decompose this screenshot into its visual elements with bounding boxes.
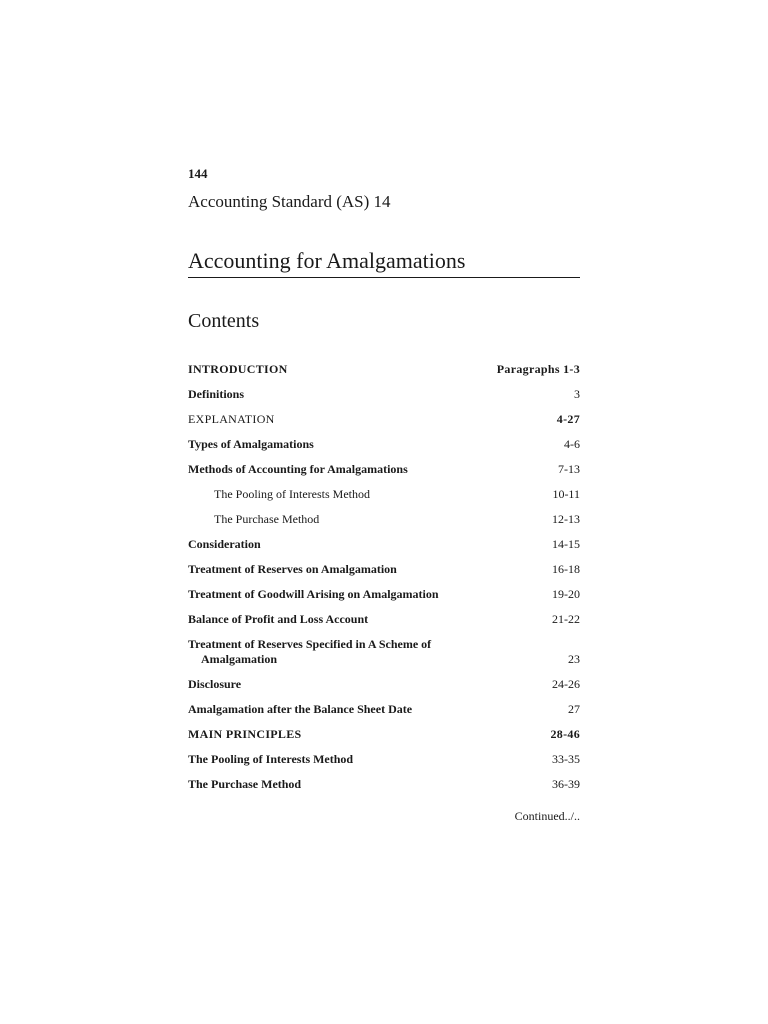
toc-entry-paragraphs: 10-11 (552, 487, 580, 501)
title-divider (188, 277, 580, 278)
toc-entry-consideration (188, 537, 580, 552)
toc-entry-title: MAIN PRINCIPLES (188, 727, 302, 741)
toc-entry-reserves-in-scheme (188, 637, 580, 667)
toc-entry-title-line2: Amalgamation (201, 652, 277, 666)
toc-entry-title: Treatment of Reserves on Amalgamation (188, 562, 397, 576)
toc-entry-title: Disclosure (188, 677, 242, 691)
toc-entry-types-of-amalgamations (188, 437, 580, 452)
toc-entry-paragraphs: 23 (568, 652, 580, 666)
toc-entry-title: EXPLANATION (188, 412, 275, 426)
toc-entry-title: Types of Amalgamations (188, 437, 314, 451)
toc-entry-paragraphs: 36-39 (552, 777, 580, 791)
toc-entry-treatment-of-reserves (188, 562, 580, 577)
toc-entry-title: The Purchase Method (188, 777, 302, 791)
toc-entry-definitions (188, 387, 580, 402)
toc-entry-paragraphs: 4-6 (564, 437, 580, 451)
toc-entry-treatment-of-goodwill (188, 587, 580, 602)
toc-entry-purchase-method-principles (188, 777, 580, 792)
toc-entry-methods-of-accounting (188, 462, 580, 477)
page-title: Accounting for Amalgamations (188, 248, 466, 273)
toc-entry-paragraphs: 28-46 (550, 727, 580, 741)
toc-entry-explanation (188, 412, 580, 427)
toc-entry-title (188, 637, 431, 667)
toc-entry-paragraphs: 7-13 (558, 462, 580, 476)
toc-entry-paragraphs: 19-20 (552, 587, 580, 601)
toc-entry-paragraphs: 24-26 (552, 677, 580, 691)
toc-entry-title: Definitions (188, 387, 245, 401)
toc-entry-title: Consideration (188, 537, 261, 551)
toc-entry-introduction (188, 362, 580, 377)
toc-entry-title-line1: Treatment of Reserves Specified in A Scheme of (188, 637, 432, 651)
toc-entry-title: The Pooling of Interests Method (214, 487, 370, 501)
toc-entry-title: Treatment of Goodwill Arising on Amalgamation (188, 587, 439, 601)
toc-entry-title: The Pooling of Interests Method (188, 752, 354, 766)
toc-entry-title: The Purchase Method (214, 512, 320, 526)
toc-entry-title: Balance of Profit and Loss Account (188, 612, 369, 626)
toc-entry-title: Amalgamation after the Balance Sheet Date (188, 702, 413, 716)
toc-entry-main-principles (188, 727, 580, 742)
toc-entry-paragraphs: Paragraphs 1-3 (496, 362, 580, 376)
toc-entry-paragraphs: 21-22 (552, 612, 580, 626)
contents-heading: Contents (188, 310, 260, 332)
toc-entry-disclosure (188, 677, 580, 692)
toc-entry-paragraphs: 4-27 (556, 412, 580, 426)
toc-entry-paragraphs: 12-13 (552, 512, 580, 526)
continued-note: Continued../.. (514, 809, 580, 823)
toc-entry-balance-of-profit-and-loss (188, 612, 580, 627)
toc-entry-after-balance-sheet-date (188, 702, 580, 717)
toc-entry-title: Methods of Accounting for Amalgamations (188, 462, 408, 476)
toc-entry-paragraphs: 14-15 (552, 537, 580, 551)
page-number: 144 (188, 166, 208, 181)
toc-entry-purchase-method (188, 512, 580, 527)
toc-entry-paragraphs: 27 (568, 702, 580, 716)
toc-entry-paragraphs: 3 (574, 387, 580, 401)
standard-label: Accounting Standard (AS) 14 (188, 192, 391, 211)
table-of-contents (188, 362, 580, 802)
toc-entry-paragraphs: 16-18 (552, 562, 580, 576)
toc-entry-pooling-method (188, 487, 580, 502)
toc-entry-pooling-method-principles (188, 752, 580, 767)
toc-entry-title: INTRODUCTION (188, 362, 288, 376)
toc-entry-paragraphs: 33-35 (552, 752, 580, 766)
